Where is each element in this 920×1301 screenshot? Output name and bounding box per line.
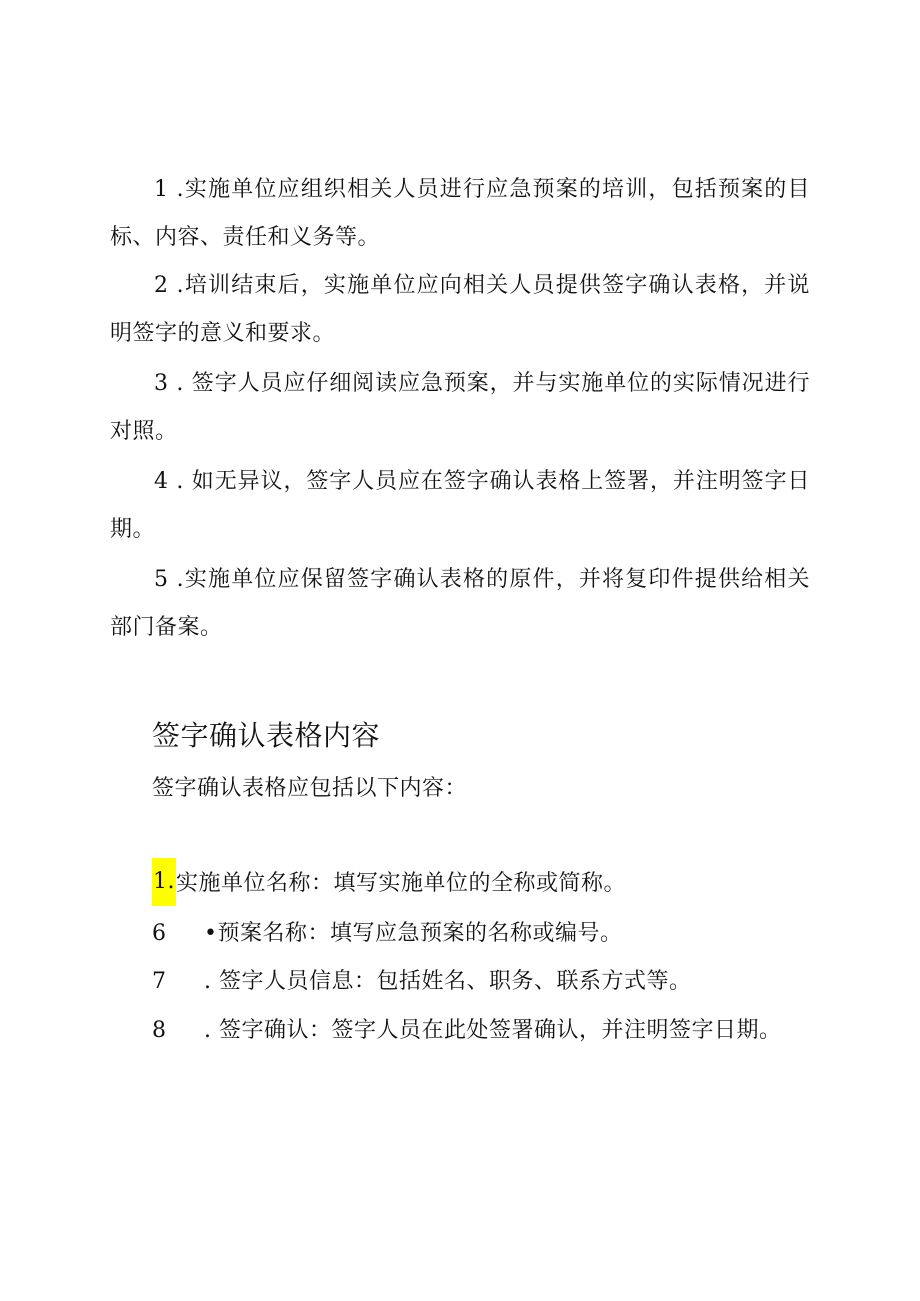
highlighted-list-number: 1. — [152, 858, 176, 906]
section-intro: 签字确认表格应包括以下内容： — [152, 776, 468, 801]
list-item-1 — [152, 860, 626, 908]
list-item-4 — [152, 1009, 782, 1053]
list-number: 6 — [152, 921, 167, 946]
list-item-3 — [152, 960, 692, 1004]
paragraph-4: 4 . 如无异议，签字人员应在签字确认表格上签署，并注明签字日期。 — [110, 469, 810, 542]
list-number: 8 — [152, 1018, 167, 1043]
list-item-2 — [152, 912, 622, 956]
section-heading: 签字确认表格内容 — [152, 719, 381, 752]
list-item-text: •预案名称：填写应急预案的名称或编号。 — [204, 921, 623, 946]
list-number: 7 — [152, 969, 167, 994]
paragraph-2: 2 .培训结束后，实施单位应向相关人员提供签字确认表格，并说明签字的意义和要求。 — [110, 273, 810, 346]
list-item-text: . 签字人员信息：包括姓名、职务、联系方式等。 — [204, 969, 692, 994]
paragraph-1: 1 .实施单位应组织相关人员进行应急预案的培训，包括预案的目标、内容、责任和义务等。 — [110, 177, 810, 250]
list-item-text: 实施单位名称：填写实施单位的全称或简称。 — [176, 871, 627, 896]
paragraph-3: 3 . 签字人员应仔细阅读应急预案，并与实施单位的实际情况进行对照。 — [110, 371, 810, 444]
list-item-text: . 签字确认：签字人员在此处签署确认，并注明签字日期。 — [204, 1018, 782, 1043]
paragraph-5: 5 .实施单位应保留签字确认表格的原件，并将复印件提供给相关部门备案。 — [110, 567, 810, 640]
